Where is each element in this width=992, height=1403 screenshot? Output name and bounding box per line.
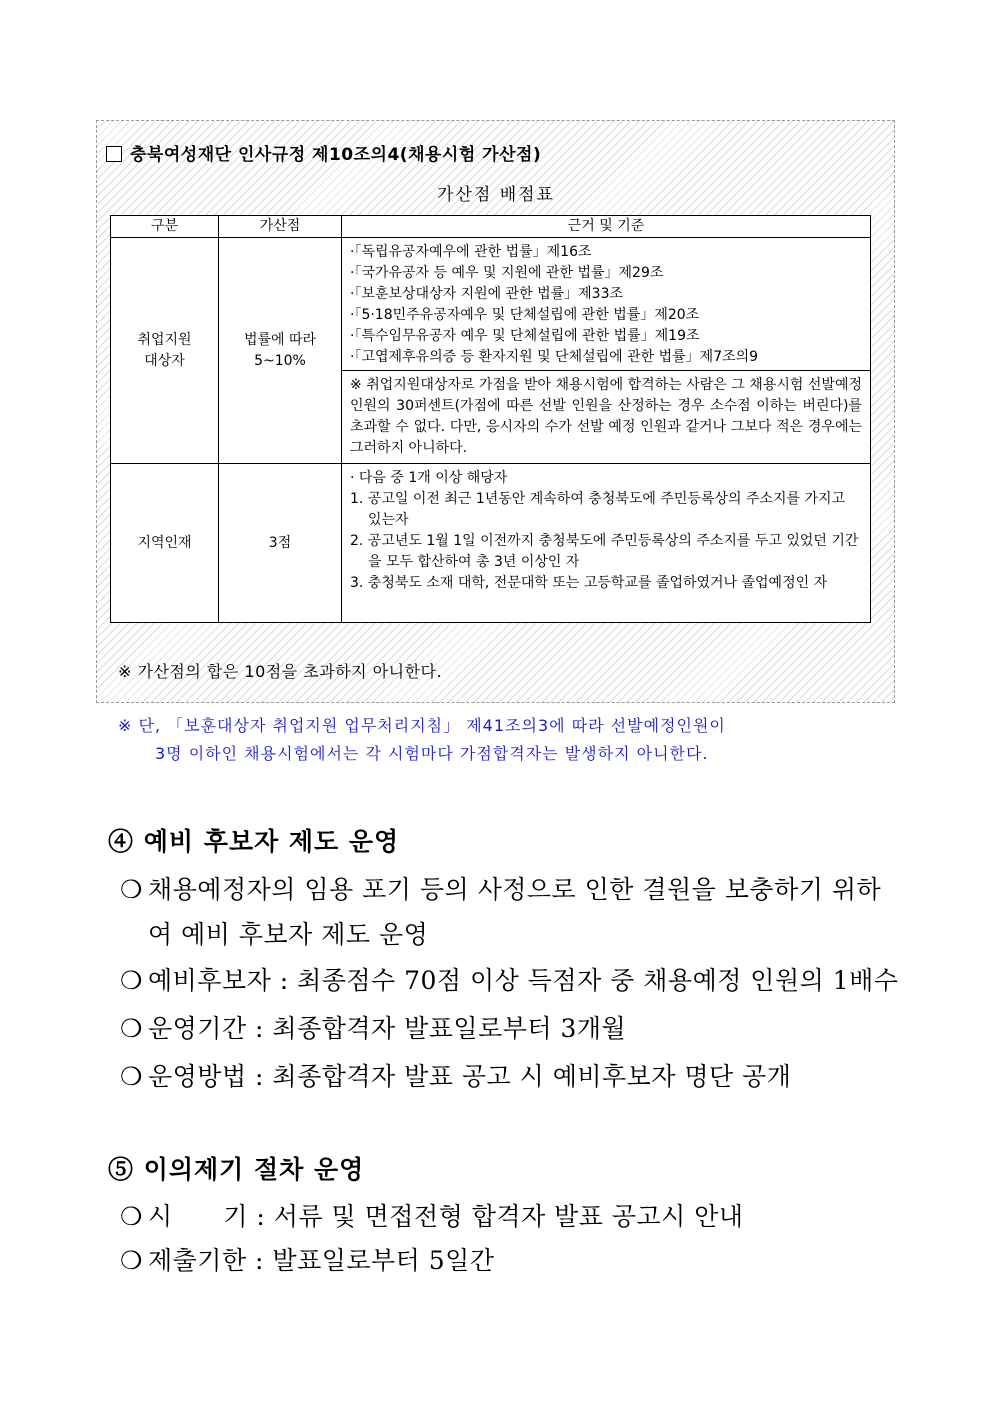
law-item: ·「국가유공자 등 예우 및 지원에 관한 법률」제29조 [350,265,664,281]
row2-category: 지역인재 [111,464,219,623]
sum-note: ※ 가산점의 합은 10점을 초과하지 아니한다. [118,662,443,681]
box-title [106,140,541,165]
requirement-item: 1. 공고일 이전 최근 1년동안 계속하여 충청북도에 주민등록상의 주소지를 가지고 있는자 [350,491,846,528]
list-item-text: 운영기간 : 최종합격자 발표일로부터 3개월 [148,1014,627,1043]
law-item: ·「보훈보상대상자 지원에 관한 법률」제33조 [350,286,623,302]
row1-points: 법률에 따라 5~10% [219,238,342,464]
list-item [120,1009,626,1045]
circle-bullet-icon: ❍ [120,1202,143,1231]
box-title-text: 충북여성재단 인사규정 제10조의4(채용시험 가산점) [130,145,542,165]
law-item: ·「5·18민주유공자예우 및 단체설립에 관한 법률」제20조 [350,307,700,323]
law-item: ·「독립유공자예우에 관한 법률」제16조 [350,244,592,260]
table-row [111,238,871,371]
circle-bullet-icon: ❍ [120,1246,143,1275]
list-item-text: 제출기한 : 발표일로부터 5일간 [148,1246,495,1275]
table-row [111,464,871,623]
veterans-note-line1: ※ 단, 「보훈대상자 취업지원 업무처리지침」 제41조의3에 따라 선발예정인원이 [118,716,726,735]
list-item [120,1241,494,1277]
row1-note: ※ 취업지원대상자로 가점을 받아 채용시험에 합격하는 사람은 그 채용시험 선발예정인원의 30퍼센트(가점에 따른 선발 인원을 산정하는 경우 소수점 이하는 버린다)를 초과할 수 없다. 다만, 응시자의 수가 선발 예정 인원과 같거나 그보다 적은 경우에는 그러하지 아니하다. [342,371,871,464]
header-points: 가산점 [219,216,342,238]
row1-laws [342,238,871,371]
bonus-points-table [110,215,871,623]
list-item-text: 예비후보자 : 최종점수 70점 이상 득점자 중 채용예정 인원의 1배수 [148,966,899,995]
list-item [120,1057,791,1093]
row1-category: 취업지원 대상자 [111,238,219,464]
section5-heading: ⑤ 이의제기 절차 운영 [108,1155,365,1184]
list-item-continuation: 여 예비 후보자 제도 운영 [148,920,429,949]
list-item-text: 시 기 : 서류 및 면접전형 합격자 발표 공고시 안내 [148,1202,744,1231]
section4-heading: ④ 예비 후보자 제도 운영 [108,827,400,856]
header-basis: 근거 및 기준 [342,216,871,238]
row2-points: 3점 [219,464,342,623]
list-item-text: 채용예정자의 임용 포기 등의 사정으로 인한 결원을 보충하기 위하 [148,875,882,904]
header-category: 구분 [111,216,219,238]
veterans-note [118,712,878,768]
circle-bullet-icon: ❍ [120,875,143,904]
requirement-item: 3. 충청북도 소재 대학, 전문대학 또는 고등학교를 졸업하였거나 졸업예정인 자 [350,575,828,591]
table-header-row [111,216,871,238]
checkbox-icon [106,146,122,162]
requirement-intro: · 다음 중 1개 이상 해당자 [350,470,508,486]
circle-bullet-icon: ❍ [120,1014,143,1043]
law-item: ·「특수임무유공자 예우 및 단체설립에 관한 법률」제19조 [350,328,700,344]
row2-requirements [342,464,871,623]
law-item: ·「고엽제후유의증 등 환자지원 및 단체설립에 관한 법률」제7조의9 [350,349,759,365]
list-item [120,870,881,906]
circle-bullet-icon: ❍ [120,1062,143,1091]
requirement-item: 2. 공고년도 1월 1일 이전까지 충청북도에 주민등록상의 주소지를 두고 있었던 기간을 모두 합산하여 총 3년 이상인 자 [350,533,859,570]
list-item-text: 운영방법 : 최종합격자 발표 공고 시 예비후보자 명단 공개 [148,1062,792,1091]
list-item [120,1197,744,1233]
circle-bullet-icon: ❍ [120,966,143,995]
list-item [120,961,898,997]
veterans-note-line2: 3명 이하인 채용시험에서는 각 시험마다 가점합격자는 발생하지 아니한다. [155,744,709,763]
table-title: 가산점 배점표 [437,185,555,205]
